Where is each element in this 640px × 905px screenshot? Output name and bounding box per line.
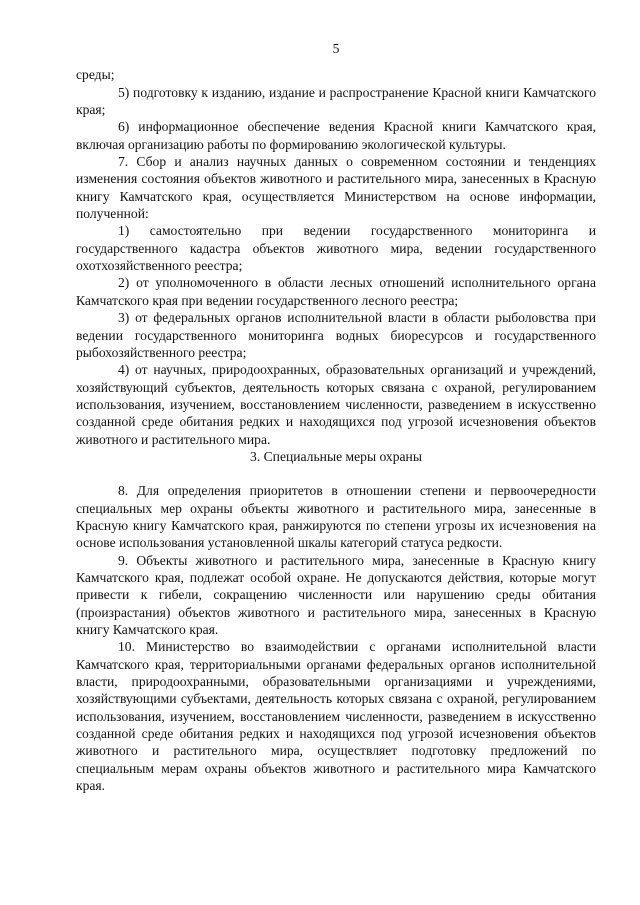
- paragraph-clause-7: 7. Сбор и анализ научных данных о современном состоянии и тенденциях изменения состояния объектов животного и растительного мира, занесенных в Красную книгу Камчатского края, осуществляется Министерством на основе информации, полученной:: [76, 154, 596, 222]
- paragraph-continuation: среды;: [76, 67, 115, 83]
- paragraph-subitem-3: 3) от федеральных органов исполнительной власти в области рыболовства при ведении государственного мониторинга водных биоресурсов и государственного рыбохозяйственного реестра;: [76, 310, 596, 360]
- section-heading: 3. Специальные меры охраны: [250, 448, 422, 464]
- paragraph-subitem-4: 4) от научных, природоохранных, образовательных организаций и учреждений, хозяйствующий субъектов, деятельность которых связана с охраной, регулированием использования, изучением, восстановлением численности, разведением в искусственно созданной среде обитания редких и находящихся под угрозой исчезновения объектов животного и растительного мира.: [76, 362, 596, 447]
- paragraph-subitem-2: 2) от уполномоченного в области лесных отношений исполнительного органа Камчатского края при ведении государственного лесного реестра;: [76, 275, 596, 308]
- paragraph-clause-9: 9. Объекты животного и растительного мира, занесенные в Красную книгу Камчатского края, подлежат особой охране. Не допускаются действия, которые могут привести к гибели, сокращению численности или нарушению среды обитания (произрастания) объектов животного и растительного мира, занесенных в Красную книгу Камчатского края.: [76, 552, 596, 637]
- paragraph-item-6: 6) информационное обеспечение ведения Красной книги Камчатского края, включая организацию работы по формированию экологической культуры.: [76, 119, 596, 152]
- paragraph-subitem-1: 1) самостоятельно при ведении государственного мониторинга и государственного кадастра объектов животного мира, ведении государственного охотхозяйственного реестра;: [76, 223, 596, 274]
- paragraph-clause-8: 8. Для определения приоритетов в отношении степени и первоочередности специальных мер охраны объекты животного и растительного мира, занесенные в Красную книгу Камчатского края, ранжируются по степени угрозы их исчезновения на основе использования установленной шкалы категорий статуса редкости.: [76, 483, 596, 551]
- document-page: [76, 40, 596, 794]
- page-number: 5: [332, 41, 340, 56]
- paragraph-item-5: 5) подготовку к изданию, издание и распространение Красной книги Камчатского края;: [76, 84, 596, 118]
- paragraph-clause-10: 10. Министерство во взаимодействии с органами исполнительной власти Камчатского края, территориальными органами федеральных органов исполнительной власти, природоохранными, образовательными организациями и учреждениями, хозяйствующими субъектами, деятельность которых связана с охраной, регулированием использования, изучением, восстановлением численности, разведением в искусственно созданной среде обитания редких и находящихся под угрозой исчезновения объектов животного и растительного мира, осуществляет подготовку предложений по специальным мерам охраны объектов животного и растительного мира Камчатского края.: [76, 639, 596, 794]
- section-spacer: [76, 465, 596, 482]
